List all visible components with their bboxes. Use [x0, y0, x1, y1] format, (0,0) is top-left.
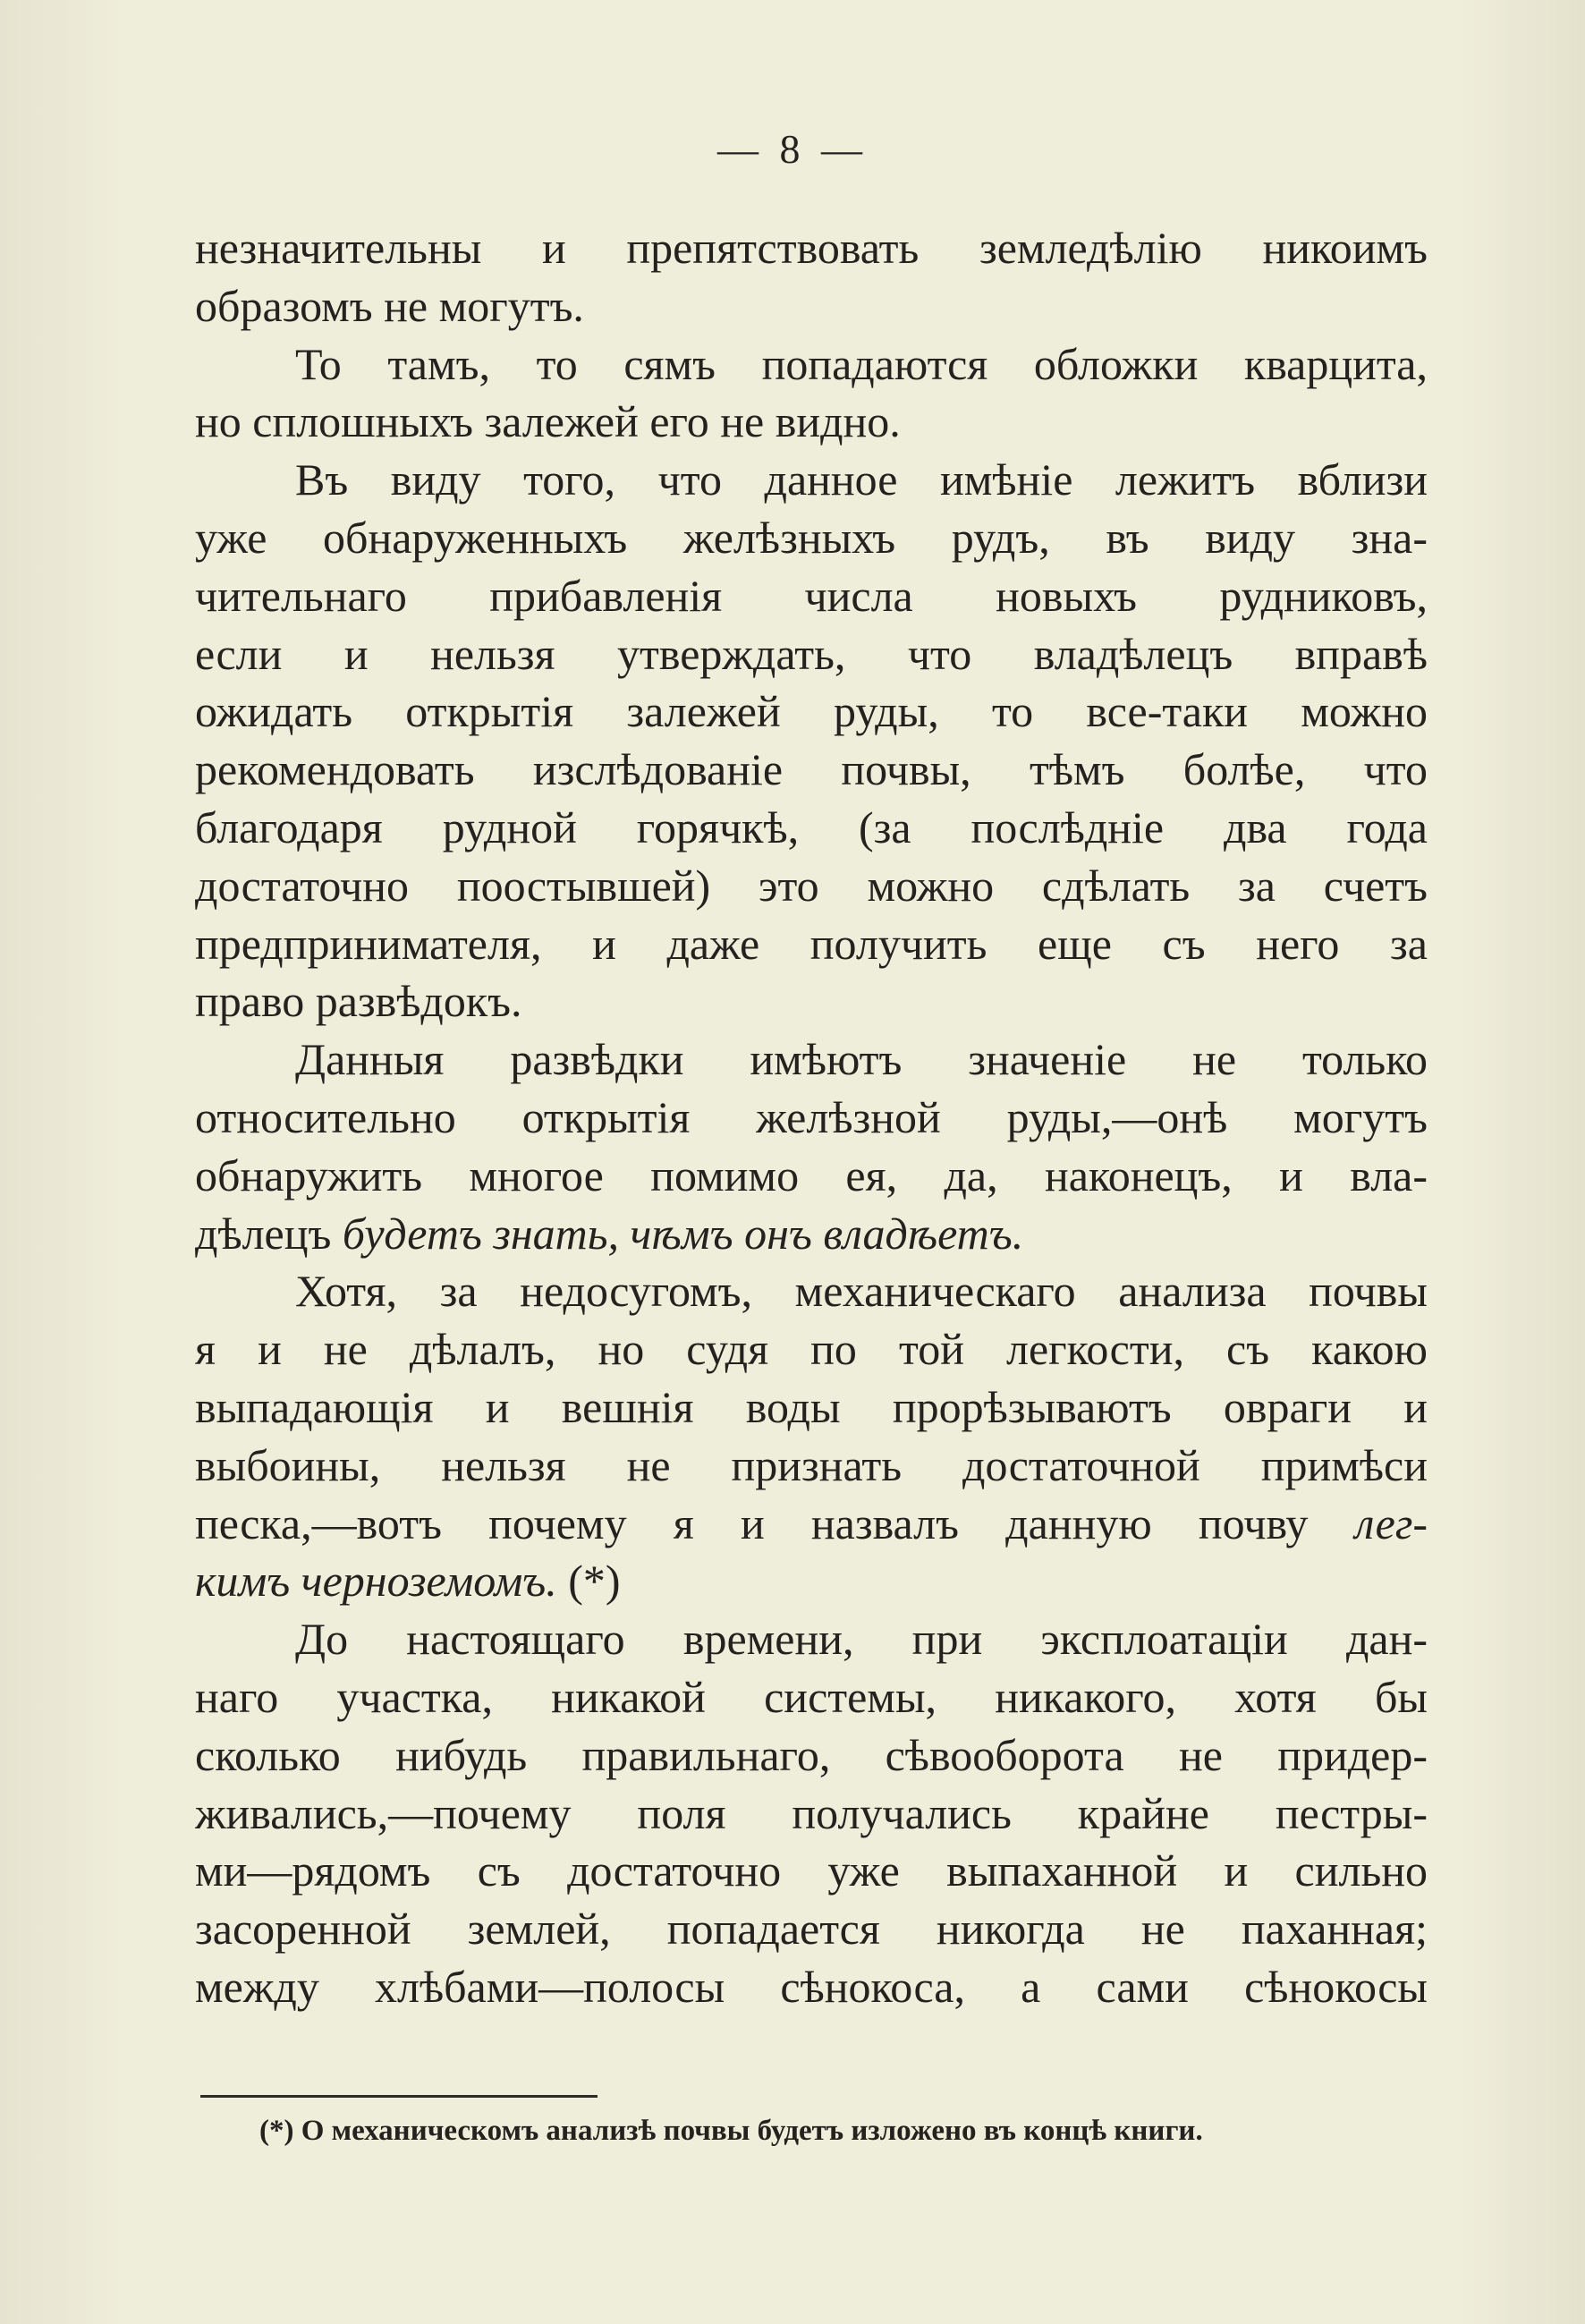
text-line: достаточно поостывшей) это можно сдѣлать за счетъ — [195, 860, 1428, 911]
text-line: предпринимателя, и даже получить еще съ него за — [195, 918, 1428, 969]
text-line: Данныя развѣдки имѣютъ значеніе не только — [295, 1034, 1428, 1085]
text-run: песка,—вотъ почему я и назвалъ данную почву — [195, 1497, 1355, 1548]
text-line: я и не дѣлалъ, но судя по той легкости, съ какою — [195, 1324, 1428, 1375]
text-line: То тамъ, то сямъ попадаются обложки кварцита, — [295, 338, 1428, 389]
footnote: (*) О механическомъ анализѣ почвы будетъ изложено въ концѣ книги. — [259, 2115, 1203, 2147]
text-line: Въ виду того, что данное имѣніе лежитъ вблизи — [295, 454, 1428, 505]
footnote-divider — [200, 2095, 598, 2098]
text-line: но сплошныхъ залежей его не видно. — [195, 396, 901, 447]
text-line: засоренной землей, попадается никогда не паханная; — [195, 1904, 1428, 1955]
text-line: относительно открытія желѣзной руды,—онѣ могутъ — [195, 1091, 1428, 1142]
text-line: ожидать открытія залежей руды, то все-таки можно — [195, 686, 1428, 737]
text-line — [195, 1552, 1428, 1610]
italic-text: лег- — [1354, 1497, 1428, 1548]
text-line: незначительны и препятствовать земледѣлію никоимъ — [195, 223, 1428, 273]
text-line: образомъ не могутъ. — [195, 280, 584, 331]
text-line: благодаря рудной горячкѣ, (за послѣдніе два года — [195, 802, 1428, 852]
text-line: между хлѣбами—полосы сѣнокоса, а сами сѣнокосы — [195, 1961, 1428, 2012]
text-line — [195, 1205, 1428, 1263]
body-text — [195, 219, 1428, 2016]
text-line: наго участка, никакой системы, никакого, хотя бы — [195, 1671, 1428, 1722]
text-line: ми—рядомъ съ достаточно уже выпаханной и сильно — [195, 1845, 1428, 1896]
text-line: уже обнаруженныхъ желѣзныхъ рудъ, въ виду зна- — [195, 512, 1428, 563]
page-number: — 8 — — [717, 126, 868, 172]
text-line: право развѣдокъ. — [195, 976, 522, 1027]
italic-text: будетъ знать, чѣмъ онъ владѣетъ. — [342, 1208, 1024, 1259]
text-line: выпадающія и вешнія воды прорѣзываютъ овраги и — [195, 1381, 1428, 1432]
text-line: рекомендовать изслѣдованіе почвы, тѣмъ болѣе, что — [195, 744, 1428, 795]
text-line: чительнаго прибавленія числа новыхъ рудниковъ, — [195, 570, 1428, 621]
text-line: обнаружить многое помимо ея, да, наконецъ, и вла- — [195, 1149, 1428, 1200]
text-line: выбоины, нельзя не признать достаточной примѣси — [195, 1439, 1428, 1490]
text-line: Хотя, за недосугомъ, механическаго анализа почвы — [295, 1266, 1428, 1317]
text-line: если и нельзя утверждать, что владѣлецъ вправѣ — [195, 628, 1428, 679]
text-run: дѣлецъ — [195, 1208, 343, 1259]
text-line: сколько нибудь правильнаго, сѣвооборота не придер- — [195, 1729, 1428, 1780]
text-line: До настоящаго времени, при эксплоатаціи дан- — [295, 1614, 1428, 1665]
text-line: живались,—почему поля получались крайне пестры- — [195, 1787, 1428, 1838]
italic-text: кимъ черноземомъ. — [195, 1556, 557, 1607]
text-line — [195, 1495, 1428, 1553]
footnote-marker: (*) — [556, 1556, 621, 1607]
